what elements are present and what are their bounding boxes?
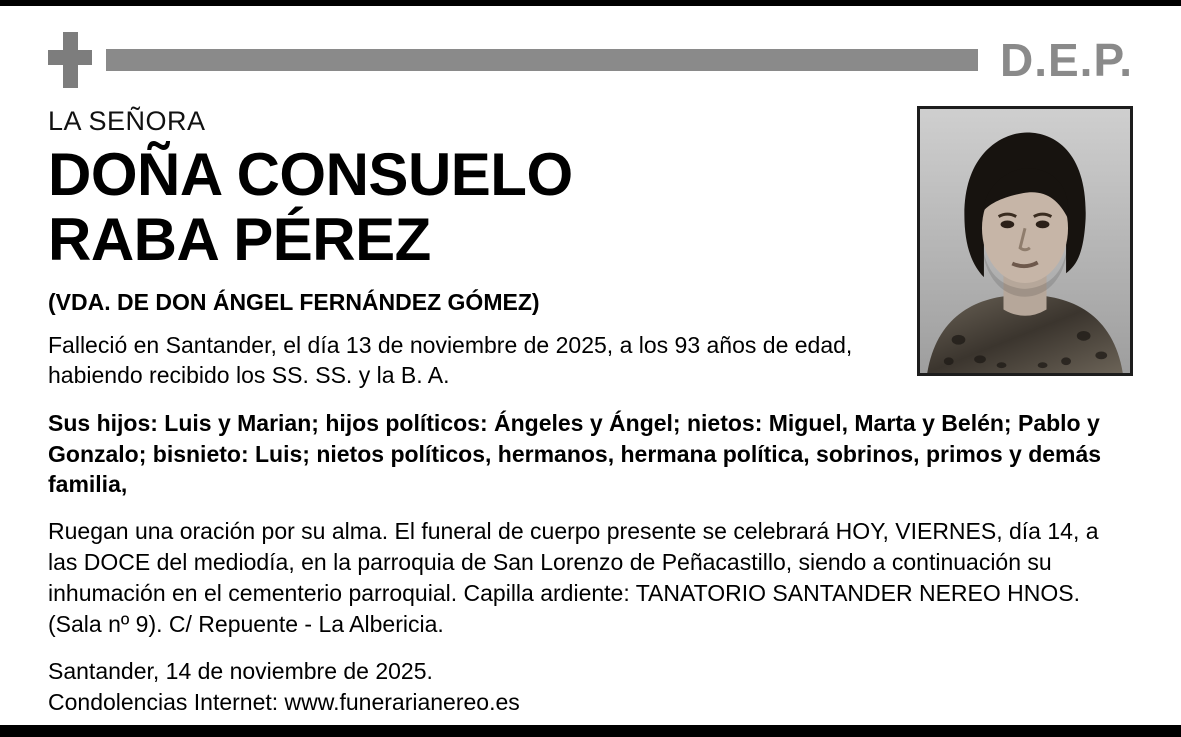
obituary-inner [0, 6, 1181, 725]
obituary-body [48, 106, 1133, 718]
widow-of-label: (VDA. DE DON ÁNGEL FERNÁNDEZ GÓMEZ) [48, 288, 540, 315]
deceased-name-line2: RABA PÉREZ [48, 205, 431, 273]
obituary-header [48, 28, 1133, 92]
cross-icon [48, 32, 92, 88]
honorific-label: LA SEÑORA [48, 106, 206, 136]
deceased-name-line1: DOÑA CONSUELO [48, 141, 573, 208]
portrait-photo [917, 106, 1133, 376]
obituary-text-column [48, 106, 888, 390]
deceased-name [48, 143, 888, 273]
family-list: Sus hijos: Luis y Marian; hijos políticos: Ángeles y Ángel; nietos: Miguel, Marta y Belén; Pablo y Gonzalo; bisnieto: Luis; nietos políticos, hermanos, hermana política, sobrinos, primos y demás familia, [48, 410, 1102, 498]
place-date: Santander, 14 de noviembre de 2025. [48, 658, 433, 685]
portrait-illustration [920, 109, 1130, 373]
dep-label: D.E.P. [1000, 34, 1133, 86]
closing-block [48, 656, 1133, 718]
death-info: Falleció en Santander, el día 13 de noviembre de 2025, a los 93 años de edad, habiendo recibido los SS. SS. y la B. A. [48, 331, 853, 388]
condolences-link: Condolencias Internet: www.funerarianereo.es [48, 689, 520, 716]
funeral-details: Ruegan una oración por su alma. El funeral de cuerpo presente se celebrará HOY, VIERNES, día 14, a las DOCE del mediodía, en la parroquia de San Lorenzo de Peñacastillo, siendo a continuación su inhumación en el cementerio parroquial. Capilla ardiente: TANATORIO SANTANDER NEREO HNOS. (Sala nº 9). C/ Repuente - La Albericia. [48, 518, 1099, 638]
header-rule [106, 49, 978, 71]
